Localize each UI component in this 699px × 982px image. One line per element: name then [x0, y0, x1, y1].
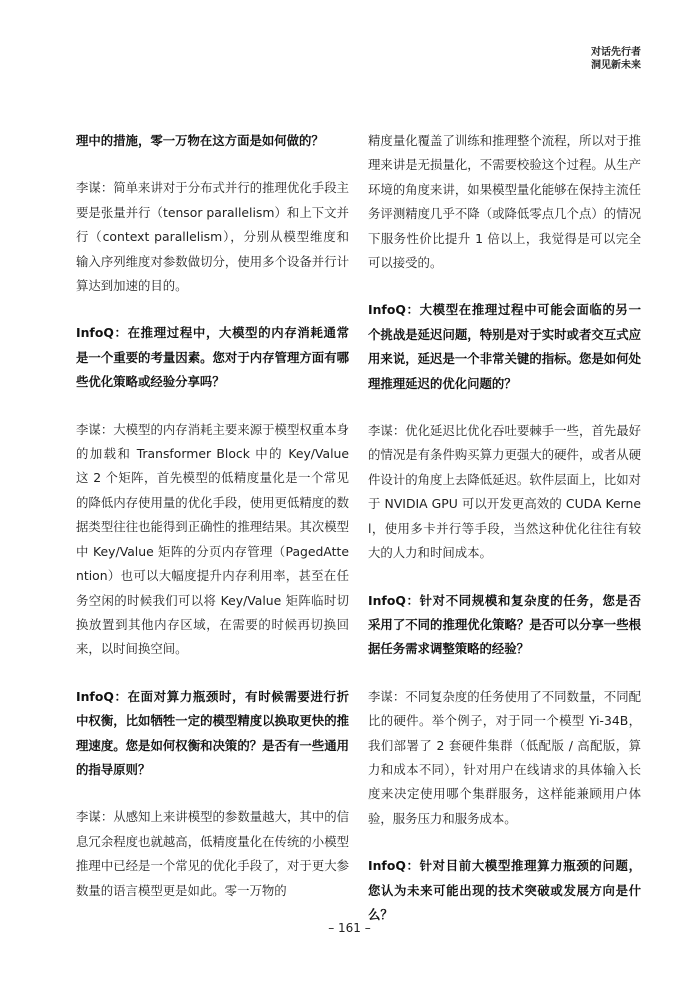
answer-paragraph: 李谋：从感知上来讲模型的参数量越大，其中的信息冗余程度也就越高，低精度量化在传统的小模型推理中已经是一个常见的优化手段了，对于更大参数量的语言模型更是如此。零一万物的: [76, 809, 349, 898]
answer-paragraph: 李谋：优化延迟比优化吞吐要棘手一些，首先最好的情况是有条件购买算力更强大的硬件，或者从硬件设计的角度上去降低延迟。软件层面上，比如对于 NVIDIA GPU 可以开发更高效的 CUDA Kernel，使用多卡并行等手段，当然这种优化往往有较大的人力和时间成本。: [368, 423, 641, 561]
question-paragraph: 理中的措施，零一万物在这方面是如何做的？: [76, 133, 324, 148]
answer-paragraph: 李谋：大模型的内存消耗主要来源于模型权重本身的加载和 Transformer Block 中的 Key/Value 这 2 个矩阵，首先模型的低精度量化是一个常见的降低内存使用量的优化手段，使用更低精度的数据类型往往也能得到正确性的推理结果。其次模型中 Key/Value 矩阵的分页内存管理（PagedAttention）也可以大幅度提升内存利用率，甚至在任务空闲的时候我们可以将 Key/Value 矩阵临时切换放置到其他内存区域，在需要的时候再切换回来，以时间换空间。: [76, 421, 349, 657]
answer-paragraph: 精度量化覆盖了训练和推理整个流程，所以对于推理来讲是无损量化，不需要校验这个过程。从生产环境的角度来讲，如果模型量化能够在保持主流任务评测精度几乎不降（或降低零点几个点）的情况下服务性价比提升 1 倍以上，我觉得是可以完全可以接受的。: [368, 133, 641, 271]
page-number: – 161 –: [328, 921, 371, 935]
left-column: [76, 129, 349, 926]
question-paragraph: InfoQ：在面对算力瓶颈时，有时候需要进行折中权衡，比如牺牲一定的模型精度以换取更快的推理速度。您是如何权衡和决策的？是否有一些通用的指导原则？: [76, 688, 349, 777]
question-paragraph: InfoQ：针对不同规模和复杂度的任务，您是否采用了不同的推理优化策略？是否可以分享一些根据任务需求调整策略的经验？: [368, 592, 641, 657]
page-header: [591, 46, 641, 72]
answer-paragraph: 李谋：不同复杂度的任务使用了不同数量，不同配比的硬件。举个例子，对于同一个模型 Yi-34B，我们部署了 2 套硬件集群（低配版 / 高配版，算力和成本不同），针对用户在线请求的具体输入长度来决定使用哪个集群服务，这样能兼顾用户体验，服务压力和服务成本。: [368, 688, 641, 826]
header-line-1: 对话先行者: [591, 47, 641, 58]
question-paragraph: InfoQ：大模型在推理过程中可能会面临的另一个挑战是延迟问题，特别是对于实时或者交互式应用来说，延迟是一个非常关键的指标。您是如何处理推理延迟的优化问题的？: [368, 302, 641, 391]
right-column: [368, 129, 641, 950]
answer-paragraph: 李谋：简单来讲对于分布式并行的推理优化手段主要是张量并行（tensor parallelism）和上下文并行（context parallelism），分别从模型维度和输入序列维度对参数做切分，使用多个设备并行计算达到加速的目的。: [76, 180, 349, 294]
question-paragraph: InfoQ：在推理过程中，大模型的内存消耗通常是一个重要的考量因素。您对于内存管理方面有哪些优化策略或经验分享吗？: [76, 325, 349, 390]
header-line-2: 洞见新未来: [591, 60, 641, 71]
question-paragraph: InfoQ：针对目前大模型推理算力瓶颈的问题，您认为未来可能出现的技术突破或发展方向是什么？: [368, 858, 641, 922]
